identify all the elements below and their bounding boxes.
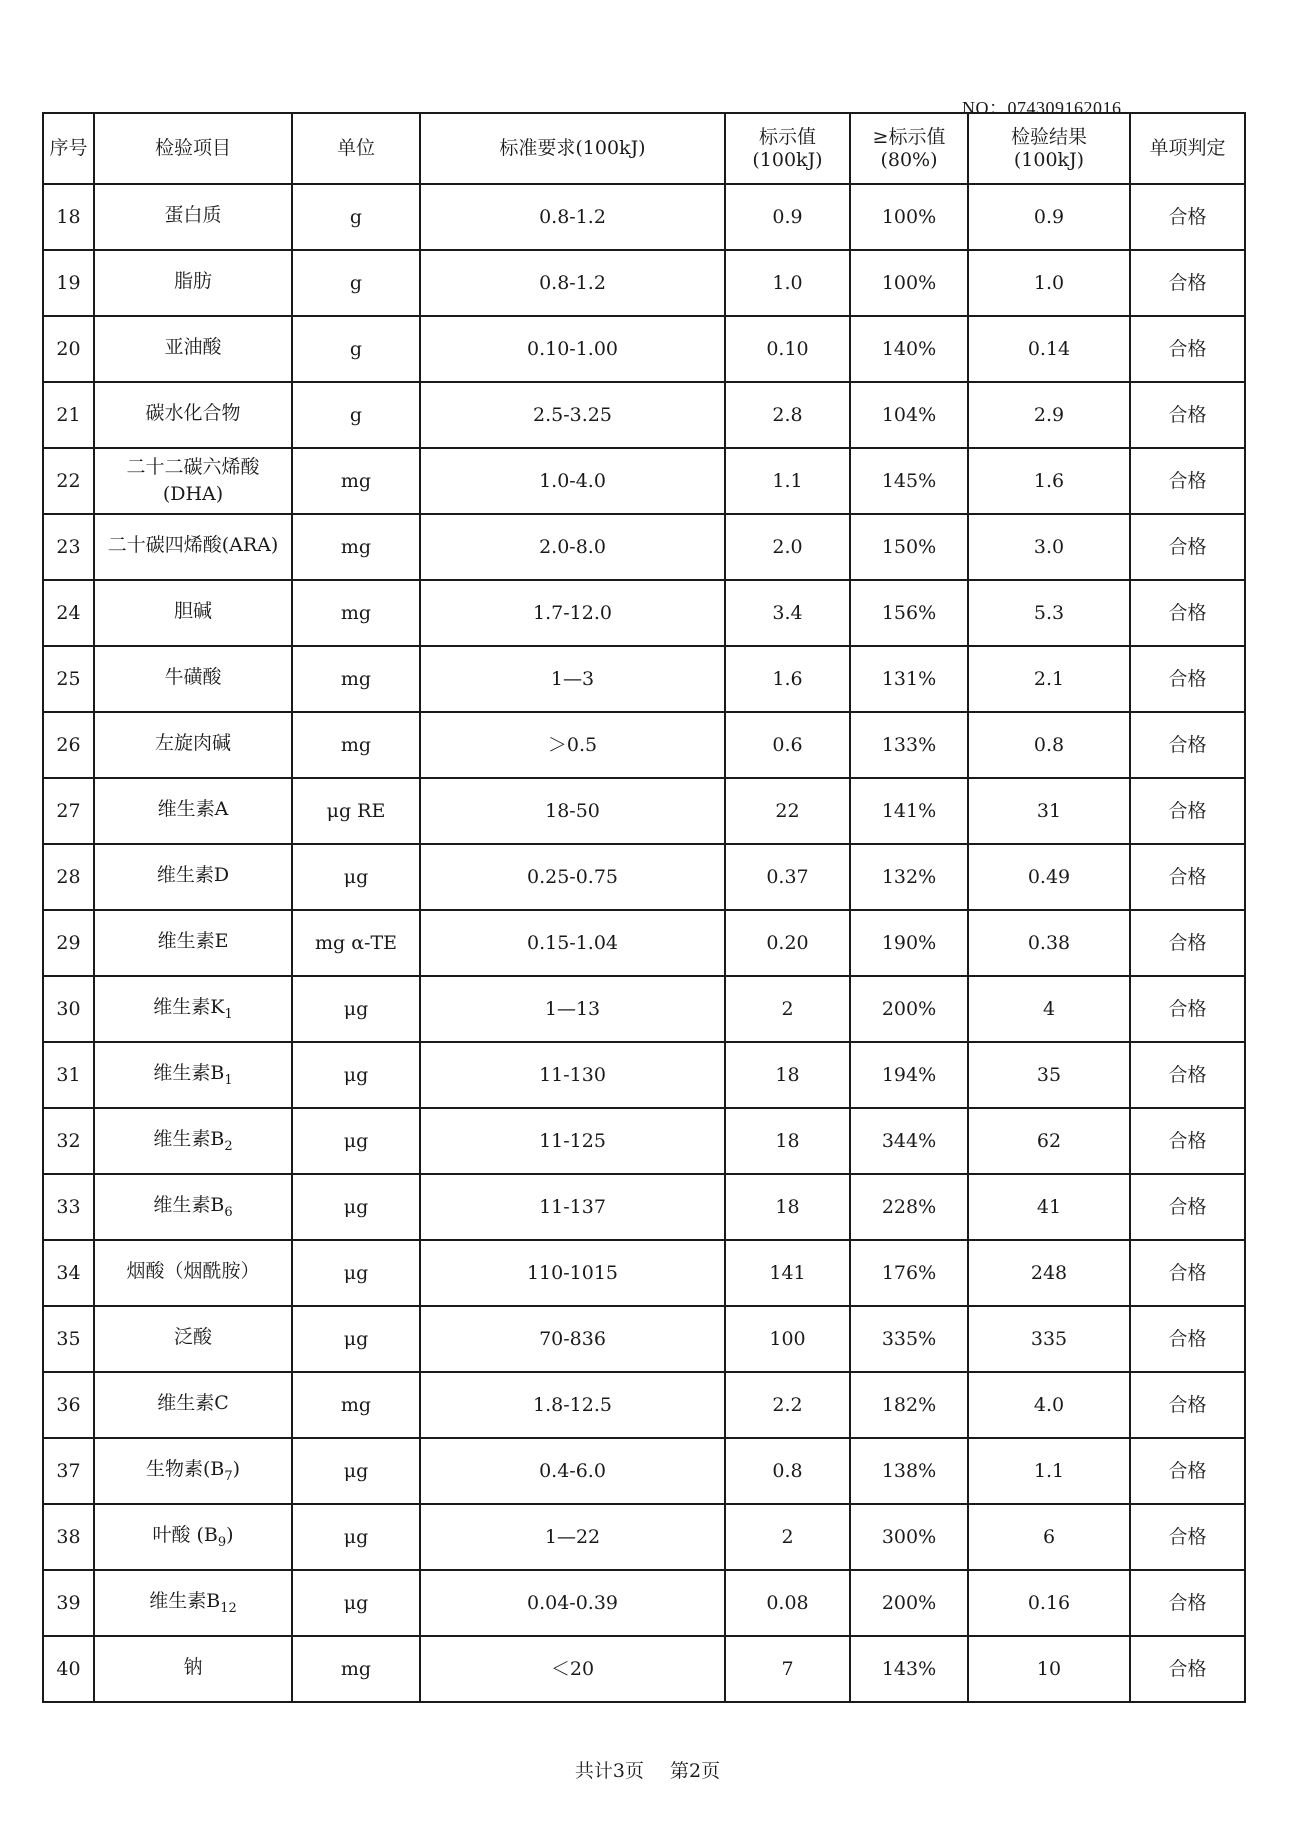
item-name: 维生素B xyxy=(153,1193,225,1216)
cell-unit: μg xyxy=(292,1306,420,1372)
table-row xyxy=(43,514,1245,580)
cell-pct: 150% xyxy=(850,514,968,580)
cell-unit: μg xyxy=(292,1570,420,1636)
cell-item xyxy=(94,646,292,712)
cell-result: 0.8 xyxy=(968,712,1130,778)
header-labeled-line1: 标示值 xyxy=(758,125,816,148)
table-row xyxy=(43,1174,1245,1240)
item-name: 叶酸 (B xyxy=(152,1523,218,1546)
cell-item xyxy=(94,1240,292,1306)
cell-item xyxy=(94,844,292,910)
cell-item xyxy=(94,910,292,976)
table-row xyxy=(43,712,1245,778)
cell-standard: 11-125 xyxy=(420,1108,725,1174)
cell-item xyxy=(94,1570,292,1636)
cell-result: 0.49 xyxy=(968,844,1130,910)
cell-standard: 0.25-0.75 xyxy=(420,844,725,910)
cell-item xyxy=(94,1108,292,1174)
item-name: 钠 xyxy=(183,1655,203,1678)
cell-seq: 36 xyxy=(43,1372,94,1438)
table-row xyxy=(43,250,1245,316)
cell-pct: 140% xyxy=(850,316,968,382)
cell-seq: 37 xyxy=(43,1438,94,1504)
cell-result: 31 xyxy=(968,778,1130,844)
cell-unit: μg xyxy=(292,1240,420,1306)
cell-labeled: 2 xyxy=(725,976,850,1042)
cell-labeled: 2 xyxy=(725,1504,850,1570)
cell-unit: mg xyxy=(292,1636,420,1702)
table-row xyxy=(43,976,1245,1042)
cell-judgement: 合格 xyxy=(1130,580,1245,646)
item-subscript: 12 xyxy=(220,1600,237,1616)
cell-judgement: 合格 xyxy=(1130,1438,1245,1504)
cell-seq: 24 xyxy=(43,580,94,646)
cell-standard: 2.5-3.25 xyxy=(420,382,725,448)
item-name: 维生素A xyxy=(157,797,229,820)
cell-pct: 176% xyxy=(850,1240,968,1306)
cell-result: 6 xyxy=(968,1504,1130,1570)
item-name: 维生素D xyxy=(156,863,230,886)
cell-unit: μg xyxy=(292,1504,420,1570)
cell-unit: g xyxy=(292,184,420,250)
item-subscript: 9 xyxy=(217,1534,227,1550)
current-page: 第2页 xyxy=(670,1760,721,1782)
cell-result: 1.0 xyxy=(968,250,1130,316)
cell-item xyxy=(94,1504,292,1570)
cell-labeled: 1.6 xyxy=(725,646,850,712)
cell-item xyxy=(94,1372,292,1438)
cell-result: 0.16 xyxy=(968,1570,1130,1636)
cell-labeled: 1.1 xyxy=(725,448,850,514)
cell-judgement: 合格 xyxy=(1130,184,1245,250)
cell-pct: 104% xyxy=(850,382,968,448)
cell-unit: mg xyxy=(292,448,420,514)
table-row xyxy=(43,382,1245,448)
cell-unit: mg α-TE xyxy=(292,910,420,976)
cell-standard: 0.04-0.39 xyxy=(420,1570,725,1636)
table-row xyxy=(43,1042,1245,1108)
cell-labeled: 7 xyxy=(725,1636,850,1702)
item-name: 维生素C xyxy=(157,1391,229,1414)
item-name: 维生素B xyxy=(153,1127,225,1150)
cell-unit: μg xyxy=(292,844,420,910)
cell-labeled: 0.08 xyxy=(725,1570,850,1636)
cell-standard: ＜20 xyxy=(420,1636,725,1702)
item-name: 二十二碳六烯酸 xyxy=(126,456,260,479)
cell-result: 2.1 xyxy=(968,646,1130,712)
cell-unit: g xyxy=(292,316,420,382)
cell-seq: 19 xyxy=(43,250,94,316)
table-row xyxy=(43,184,1245,250)
cell-pct: 194% xyxy=(850,1042,968,1108)
cell-standard: 0.8-1.2 xyxy=(420,184,725,250)
cell-unit: μg xyxy=(292,1438,420,1504)
cell-labeled: 2.8 xyxy=(725,382,850,448)
cell-standard: 1—22 xyxy=(420,1504,725,1570)
cell-judgement: 合格 xyxy=(1130,382,1245,448)
cell-standard: 1—13 xyxy=(420,976,725,1042)
cell-judgement: 合格 xyxy=(1130,646,1245,712)
cell-unit: μg xyxy=(292,976,420,1042)
cell-standard: 0.4-6.0 xyxy=(420,1438,725,1504)
cell-pct: 100% xyxy=(850,184,968,250)
cell-labeled: 0.37 xyxy=(725,844,850,910)
header-result xyxy=(968,113,1130,184)
item-name: 碳水化合物 xyxy=(145,401,241,424)
cell-item xyxy=(94,1306,292,1372)
table-row xyxy=(43,1570,1245,1636)
cell-item xyxy=(94,316,292,382)
cell-result: 62 xyxy=(968,1108,1130,1174)
cell-pct: 344% xyxy=(850,1108,968,1174)
table-row xyxy=(43,1240,1245,1306)
cell-result: 0.14 xyxy=(968,316,1130,382)
cell-item xyxy=(94,976,292,1042)
table-row xyxy=(43,448,1245,514)
cell-pct: 143% xyxy=(850,1636,968,1702)
cell-judgement: 合格 xyxy=(1130,1504,1245,1570)
item-name: 蛋白质 xyxy=(164,203,222,226)
cell-judgement: 合格 xyxy=(1130,514,1245,580)
cell-result: 4 xyxy=(968,976,1130,1042)
cell-labeled: 18 xyxy=(725,1108,850,1174)
item-subscript: 7 xyxy=(224,1468,233,1484)
cell-seq: 31 xyxy=(43,1042,94,1108)
cell-judgement: 合格 xyxy=(1130,1174,1245,1240)
cell-result: 3.0 xyxy=(968,514,1130,580)
cell-pct: 335% xyxy=(850,1306,968,1372)
cell-judgement: 合格 xyxy=(1130,712,1245,778)
table-row xyxy=(43,1108,1245,1174)
cell-standard: 1.0-4.0 xyxy=(420,448,725,514)
item-name: 维生素B xyxy=(149,1589,221,1612)
item-name: 牛磺酸 xyxy=(164,665,222,688)
table-header-row xyxy=(43,113,1245,184)
cell-labeled: 18 xyxy=(725,1174,850,1240)
cell-item xyxy=(94,580,292,646)
cell-seq: 38 xyxy=(43,1504,94,1570)
page-footer xyxy=(0,1756,1295,1783)
cell-seq: 33 xyxy=(43,1174,94,1240)
cell-judgement: 合格 xyxy=(1130,1108,1245,1174)
cell-pct: 200% xyxy=(850,1570,968,1636)
cell-unit: μg RE xyxy=(292,778,420,844)
cell-result: 4.0 xyxy=(968,1372,1130,1438)
cell-standard: 18-50 xyxy=(420,778,725,844)
total-pages: 共计3页 xyxy=(574,1760,644,1782)
cell-seq: 40 xyxy=(43,1636,94,1702)
cell-labeled: 141 xyxy=(725,1240,850,1306)
cell-standard: 1.7-12.0 xyxy=(420,580,725,646)
cell-unit: g xyxy=(292,382,420,448)
cell-result: 41 xyxy=(968,1174,1130,1240)
table-row xyxy=(43,1504,1245,1570)
header-pct-line1: ≥标示值 xyxy=(872,125,946,148)
table-row xyxy=(43,316,1245,382)
cell-item xyxy=(94,382,292,448)
header-judgement: 单项判定 xyxy=(1130,113,1245,184)
item-name: 胆碱 xyxy=(173,599,212,622)
item-subscript: 6 xyxy=(224,1204,233,1220)
cell-result: 1.6 xyxy=(968,448,1130,514)
inspection-table xyxy=(42,112,1246,1703)
cell-labeled: 3.4 xyxy=(725,580,850,646)
cell-pct: 156% xyxy=(850,580,968,646)
cell-labeled: 18 xyxy=(725,1042,850,1108)
cell-seq: 32 xyxy=(43,1108,94,1174)
table-row xyxy=(43,844,1245,910)
cell-result: 335 xyxy=(968,1306,1130,1372)
cell-standard: 11-137 xyxy=(420,1174,725,1240)
cell-judgement: 合格 xyxy=(1130,1636,1245,1702)
cell-item xyxy=(94,184,292,250)
item-name: 脂肪 xyxy=(173,269,212,292)
cell-result: 2.9 xyxy=(968,382,1130,448)
item-name: 二十碳四烯酸(ARA) xyxy=(107,533,279,556)
cell-seq: 26 xyxy=(43,712,94,778)
cell-standard: 2.0-8.0 xyxy=(420,514,725,580)
cell-unit: mg xyxy=(292,514,420,580)
cell-seq: 39 xyxy=(43,1570,94,1636)
cell-seq: 23 xyxy=(43,514,94,580)
cell-judgement: 合格 xyxy=(1130,1306,1245,1372)
cell-standard: 110-1015 xyxy=(420,1240,725,1306)
cell-pct: 100% xyxy=(850,250,968,316)
item-name: 亚油酸 xyxy=(164,335,222,358)
item-name: 生物素(B xyxy=(145,1457,225,1480)
item-name: 维生素E xyxy=(157,929,229,952)
cell-labeled: 100 xyxy=(725,1306,850,1372)
cell-item xyxy=(94,250,292,316)
cell-standard: 1.8-12.5 xyxy=(420,1372,725,1438)
cell-pct: 228% xyxy=(850,1174,968,1240)
header-pct xyxy=(850,113,968,184)
cell-labeled: 1.0 xyxy=(725,250,850,316)
cell-pct: 300% xyxy=(850,1504,968,1570)
cell-item xyxy=(94,514,292,580)
cell-standard: 0.8-1.2 xyxy=(420,250,725,316)
item-name: 维生素B xyxy=(153,1061,225,1084)
item-name: 维生素K xyxy=(153,995,225,1018)
cell-seq: 18 xyxy=(43,184,94,250)
cell-result: 0.38 xyxy=(968,910,1130,976)
cell-item xyxy=(94,1636,292,1702)
cell-labeled: 0.20 xyxy=(725,910,850,976)
item-subscript: 1 xyxy=(224,1006,233,1022)
cell-unit: g xyxy=(292,250,420,316)
item-name: 泛酸 xyxy=(173,1325,212,1348)
cell-standard: ＞0.5 xyxy=(420,712,725,778)
table-row xyxy=(43,1636,1245,1702)
item-name: 左旋肉碱 xyxy=(154,731,231,754)
cell-labeled: 0.9 xyxy=(725,184,850,250)
cell-pct: 200% xyxy=(850,976,968,1042)
cell-item xyxy=(94,1174,292,1240)
cell-item xyxy=(94,448,292,514)
table-row xyxy=(43,778,1245,844)
cell-pct: 138% xyxy=(850,1438,968,1504)
cell-judgement: 合格 xyxy=(1130,844,1245,910)
cell-standard: 0.10-1.00 xyxy=(420,316,725,382)
cell-result: 1.1 xyxy=(968,1438,1130,1504)
cell-result: 248 xyxy=(968,1240,1130,1306)
cell-standard: 70-836 xyxy=(420,1306,725,1372)
cell-pct: 145% xyxy=(850,448,968,514)
table-row xyxy=(43,646,1245,712)
cell-judgement: 合格 xyxy=(1130,778,1245,844)
cell-pct: 133% xyxy=(850,712,968,778)
item-tail: ) xyxy=(232,1457,241,1480)
cell-seq: 22 xyxy=(43,448,94,514)
cell-result: 10 xyxy=(968,1636,1130,1702)
header-labeled-line2: (100kJ) xyxy=(752,148,823,171)
cell-unit: μg xyxy=(292,1042,420,1108)
cell-seq: 20 xyxy=(43,316,94,382)
table-row xyxy=(43,910,1245,976)
table-body xyxy=(43,184,1245,1702)
cell-seq: 27 xyxy=(43,778,94,844)
table-row xyxy=(43,1372,1245,1438)
item-subscript: 1 xyxy=(224,1072,233,1088)
cell-item xyxy=(94,778,292,844)
cell-judgement: 合格 xyxy=(1130,316,1245,382)
item-tail: (DHA) xyxy=(162,482,224,505)
cell-seq: 21 xyxy=(43,382,94,448)
cell-labeled: 0.8 xyxy=(725,1438,850,1504)
cell-standard: 0.15-1.04 xyxy=(420,910,725,976)
cell-judgement: 合格 xyxy=(1130,910,1245,976)
cell-judgement: 合格 xyxy=(1130,1240,1245,1306)
header-result-line2: (100kJ) xyxy=(1013,148,1085,171)
cell-seq: 30 xyxy=(43,976,94,1042)
cell-unit: mg xyxy=(292,712,420,778)
table-row xyxy=(43,1438,1245,1504)
header-item: 检验项目 xyxy=(94,113,292,184)
cell-labeled: 2.2 xyxy=(725,1372,850,1438)
cell-pct: 141% xyxy=(850,778,968,844)
header-result-line1: 检验结果 xyxy=(1010,125,1087,148)
cell-judgement: 合格 xyxy=(1130,448,1245,514)
item-name: 烟酸（烟酰胺） xyxy=(126,1259,260,1282)
cell-unit: mg xyxy=(292,1372,420,1438)
header-labeled xyxy=(725,113,850,184)
cell-result: 5.3 xyxy=(968,580,1130,646)
cell-judgement: 合格 xyxy=(1130,250,1245,316)
cell-pct: 132% xyxy=(850,844,968,910)
cell-labeled: 0.10 xyxy=(725,316,850,382)
cell-item xyxy=(94,712,292,778)
cell-labeled: 0.6 xyxy=(725,712,850,778)
cell-unit: mg xyxy=(292,580,420,646)
cell-standard: 1—3 xyxy=(420,646,725,712)
cell-standard: 11-130 xyxy=(420,1042,725,1108)
header-seq: 序号 xyxy=(43,113,94,184)
cell-seq: 35 xyxy=(43,1306,94,1372)
header-standard: 标准要求(100kJ) xyxy=(420,113,725,184)
cell-pct: 131% xyxy=(850,646,968,712)
cell-labeled: 22 xyxy=(725,778,850,844)
cell-seq: 25 xyxy=(43,646,94,712)
cell-seq: 28 xyxy=(43,844,94,910)
cell-judgement: 合格 xyxy=(1130,1042,1245,1108)
table-row xyxy=(43,580,1245,646)
cell-labeled: 2.0 xyxy=(725,514,850,580)
table-row xyxy=(43,1306,1245,1372)
cell-pct: 190% xyxy=(850,910,968,976)
cell-item xyxy=(94,1438,292,1504)
header-pct-line2: (80%) xyxy=(880,148,938,171)
cell-result: 0.9 xyxy=(968,184,1130,250)
header-unit: 单位 xyxy=(292,113,420,184)
cell-unit: μg xyxy=(292,1108,420,1174)
cell-judgement: 合格 xyxy=(1130,976,1245,1042)
cell-judgement: 合格 xyxy=(1130,1570,1245,1636)
item-tail: ) xyxy=(226,1523,234,1546)
cell-seq: 34 xyxy=(43,1240,94,1306)
cell-result: 35 xyxy=(968,1042,1130,1108)
cell-unit: μg xyxy=(292,1174,420,1240)
item-subscript: 2 xyxy=(224,1138,233,1154)
cell-item xyxy=(94,1042,292,1108)
cell-pct: 182% xyxy=(850,1372,968,1438)
report-number: NO：074309162016 xyxy=(962,98,1122,118)
cell-seq: 29 xyxy=(43,910,94,976)
cell-unit: mg xyxy=(292,646,420,712)
cell-judgement: 合格 xyxy=(1130,1372,1245,1438)
